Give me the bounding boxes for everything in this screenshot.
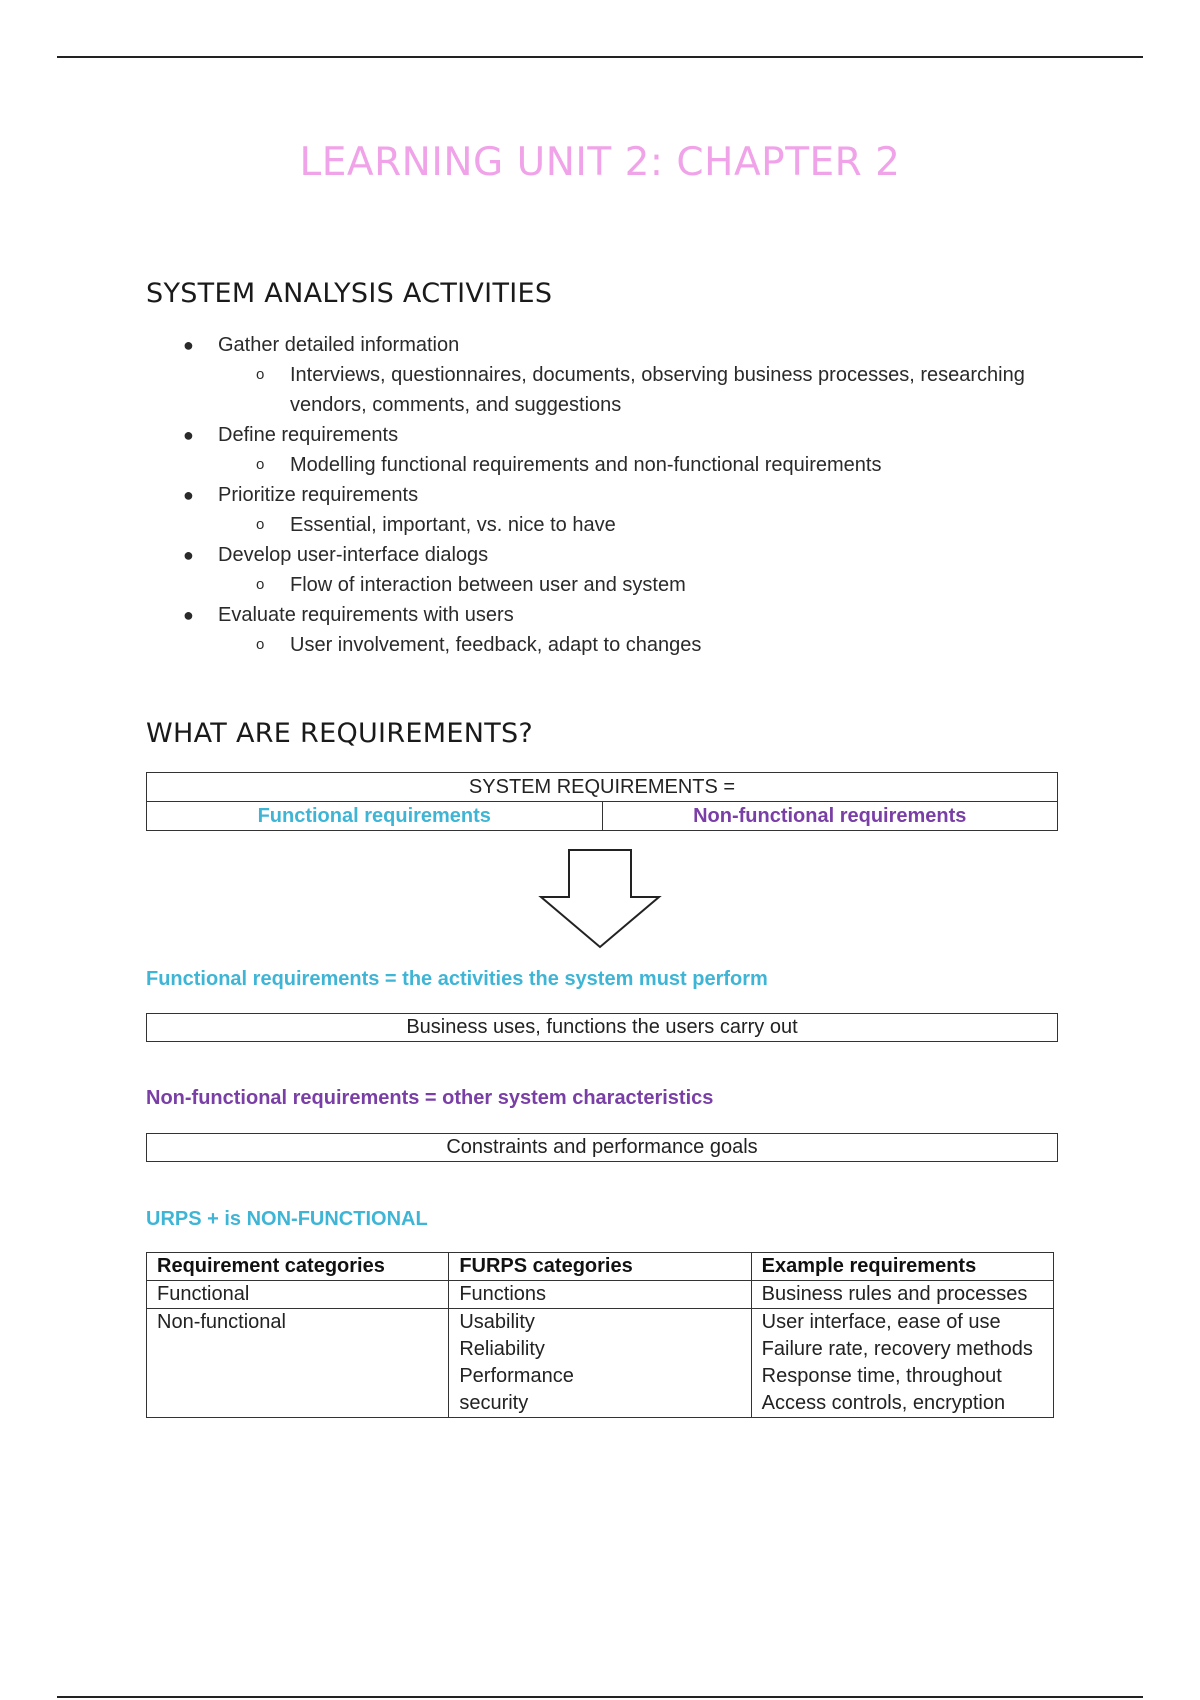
requirements-split-row — [147, 802, 1057, 830]
list-item: ● Define requirements — [146, 420, 1066, 450]
list-item: ● Develop user-interface dialogs — [146, 540, 1066, 570]
nonfunctional-requirements-cell: Non-functional requirements — [693, 805, 967, 827]
activities-list — [146, 330, 1066, 660]
system-requirements-label: SYSTEM REQUIREMENTS = — [147, 773, 1057, 802]
table-cell: Functions — [449, 1281, 751, 1309]
table-row — [147, 1281, 1054, 1309]
sub-list-item: o Modelling functional requirements and non-functional requirements — [146, 450, 1066, 480]
bullet-icon: ● — [183, 545, 194, 565]
bullet-icon: ● — [183, 605, 194, 625]
nonfunctional-definition: Non-functional requirements = other system characteristics — [146, 1087, 714, 1109]
sub-list-item: o User involvement, feedback, adapt to changes — [146, 630, 1066, 660]
section-heading-requirements: WHAT ARE REQUIREMENTS? — [146, 718, 534, 749]
system-requirements-table — [146, 772, 1058, 831]
section-heading-activities: SYSTEM ANALYSIS ACTIVITIES — [146, 278, 553, 309]
list-item: ● Gather detailed information — [146, 330, 1066, 360]
table-row — [147, 1309, 1054, 1418]
table-cell: Business rules and processes — [751, 1281, 1053, 1309]
page-title: LEARNING UNIT 2: CHAPTER 2 — [299, 140, 901, 185]
down-arrow-icon — [538, 848, 662, 950]
urps-note: URPS + is NON-FUNCTIONAL — [146, 1208, 428, 1230]
bullet-icon: ● — [183, 335, 194, 355]
sub-list-item: o Interviews, questionnaires, documents, observing business processes, researching — [146, 360, 1066, 390]
table-cell: Non-functional — [147, 1309, 449, 1418]
circle-bullet-icon: o — [256, 516, 265, 533]
table-header: Example requirements — [751, 1253, 1053, 1281]
circle-bullet-icon: o — [256, 576, 265, 593]
bottom-rule — [57, 1696, 1143, 1698]
functional-box: Business uses, functions the users carry out — [146, 1013, 1058, 1042]
list-item: ● Evaluate requirements with users — [146, 600, 1066, 630]
sub-list-item: o Essential, important, vs. nice to have — [146, 510, 1066, 540]
circle-bullet-icon: o — [256, 366, 265, 383]
sub-list-item: o Flow of interaction between user and system — [146, 570, 1066, 600]
nonfunctional-box: Constraints and performance goals — [146, 1133, 1058, 1162]
functional-requirements-cell: Functional requirements — [147, 802, 603, 830]
top-rule — [57, 56, 1143, 58]
furps-table — [146, 1252, 1054, 1418]
functional-definition: Functional requirements = the activities the system must perform — [146, 968, 768, 990]
table-header: Requirement categories — [147, 1253, 449, 1281]
circle-bullet-icon: o — [256, 636, 265, 653]
table-cell: Functional — [147, 1281, 449, 1309]
table-header: FURPS categories — [449, 1253, 751, 1281]
table-cell: User interface, ease of use Failure rate, recovery methods Response time, throughout Access controls, encryption — [751, 1309, 1053, 1418]
bullet-icon: ● — [183, 485, 194, 505]
bullet-icon: ● — [183, 425, 194, 445]
list-item: ● Prioritize requirements — [146, 480, 1066, 510]
circle-bullet-icon: o — [256, 456, 265, 473]
sub-list-item-cont: vendors, comments, and suggestions — [290, 394, 622, 416]
table-cell: Usability Reliability Performance security — [449, 1309, 751, 1418]
table-header-row — [147, 1253, 1054, 1281]
